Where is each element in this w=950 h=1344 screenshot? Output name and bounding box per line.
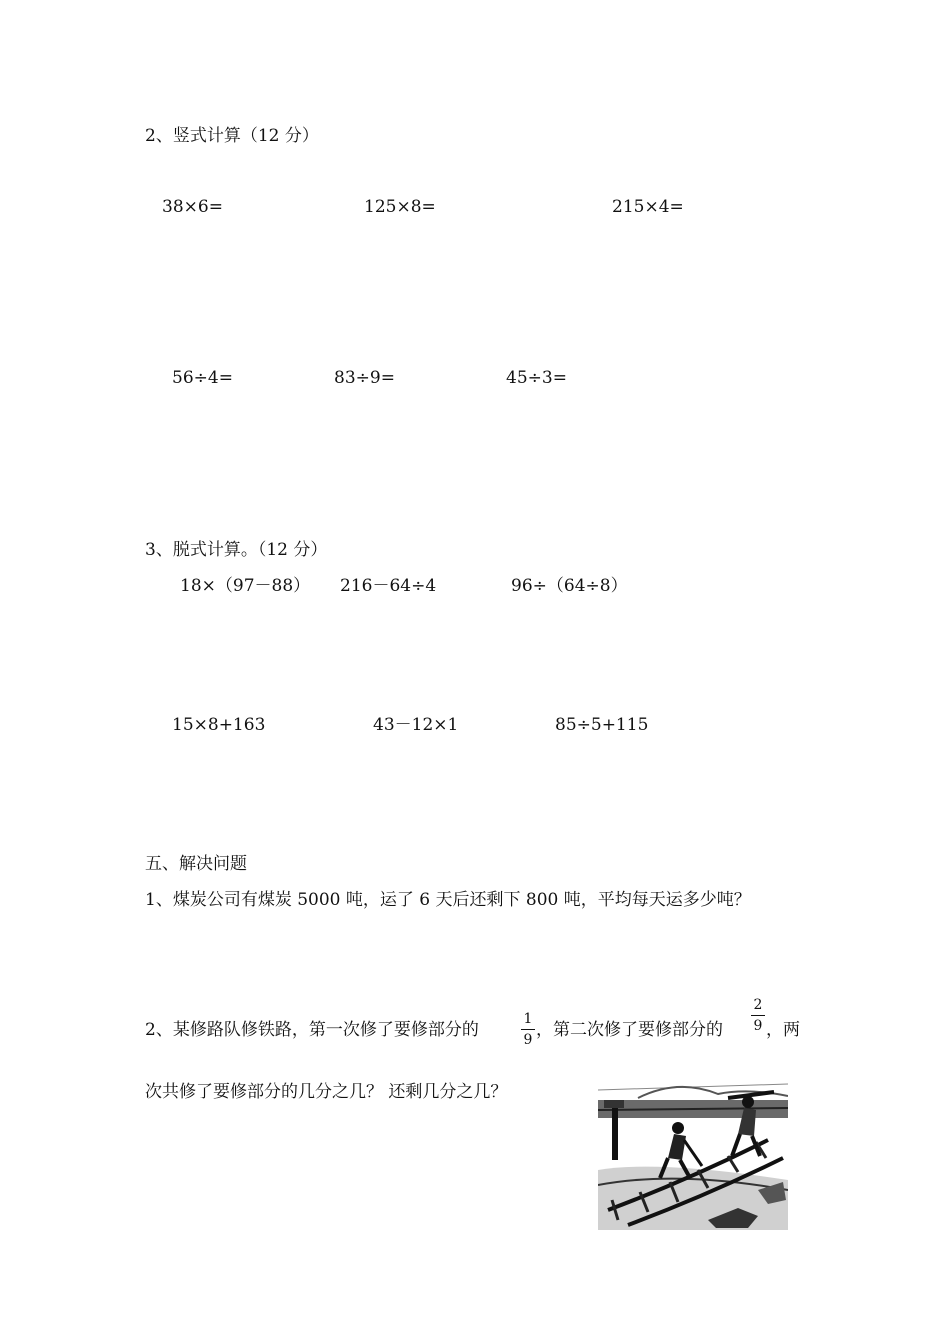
stepwise-calc-3: 96÷（64÷8） — [511, 576, 628, 596]
vertical-calc-6: 45÷3= — [506, 368, 567, 388]
fraction-numerator: 1 — [523, 1011, 533, 1027]
vertical-calc-1: 38×6= — [162, 197, 223, 217]
word-problem-2-part1: 2、某修路队修铁路，第一次修了要修部分的 — [145, 1020, 479, 1040]
railway-workers-illustration — [598, 1070, 788, 1230]
stepwise-calc-5: 43－12×1 — [373, 715, 459, 735]
vertical-calc-4: 56÷4= — [172, 368, 233, 388]
section5-heading: 五、解决问题 — [145, 854, 247, 874]
fraction-numerator: 2 — [753, 997, 763, 1013]
word-problem-2-part3: ，两 — [766, 1020, 800, 1040]
fraction-bar — [521, 1029, 535, 1030]
fraction-one-ninth — [521, 1012, 535, 1047]
stepwise-calc-6: 85÷5+115 — [555, 715, 649, 735]
stepwise-calc-2: 216－64÷4 — [340, 576, 437, 596]
section3-heading: 3、脱式计算。（12 分） — [145, 540, 328, 560]
fraction-denominator: 9 — [753, 1018, 763, 1034]
word-problem-2-line2: 次共修了要修部分的几分之几？ 还剩几分之几？ — [145, 1082, 508, 1102]
fraction-bar — [751, 1015, 765, 1016]
stepwise-calc-1: 18×（97－88） — [180, 576, 311, 596]
fraction-two-ninths — [751, 998, 765, 1033]
word-problem-1: 1、煤炭公司有煤炭 5000 吨，运了 6 天后还剩下 800 吨，平均每天运多少吨？ — [145, 890, 751, 910]
vertical-calc-5: 83÷9= — [334, 368, 395, 388]
vertical-calc-2: 125×8= — [364, 197, 436, 217]
section2-heading: 2、竖式计算（12 分） — [145, 126, 319, 146]
vertical-calc-3: 215×4= — [612, 197, 684, 217]
stepwise-calc-4: 15×8+163 — [172, 715, 266, 735]
word-problem-2-part2: ，第二次修了要修部分的 — [536, 1020, 723, 1040]
fraction-denominator: 9 — [523, 1032, 533, 1048]
